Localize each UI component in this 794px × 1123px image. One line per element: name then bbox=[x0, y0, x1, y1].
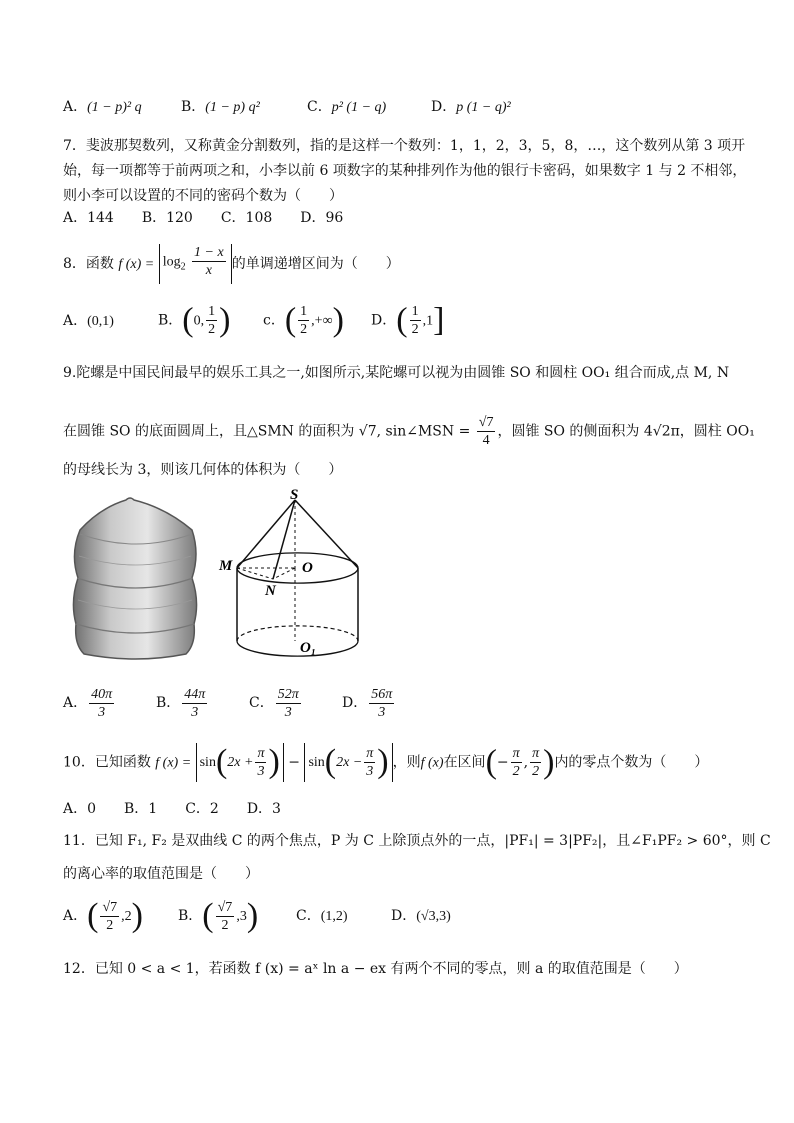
q9-option-c: C． $\frac{52\pi}{3}$ bbox=[249, 686, 299, 720]
q8-fraction: $\frac{1 - x}{x}$ bbox=[194, 245, 224, 278]
q11-option-b: B．( $\frac{√7}{2}$ ,3) bbox=[178, 897, 259, 934]
q6-option-b: B．(1 − p) q² bbox=[181, 99, 260, 115]
spinning-top-photo bbox=[66, 494, 206, 664]
label-m: M bbox=[219, 558, 233, 574]
q7-line-3: 则小李可以设置的不同的密码个数为（ ） bbox=[63, 188, 343, 204]
q9-option-a: A． $\frac{40\pi}{3}$ bbox=[63, 686, 113, 720]
q9-line-2: 在圆锥 SO 的底面圆周上，且△SMN 的面积为 √7, sin∠MSN = $\frac{√7}{4}$ ，圆锥 SO 的侧面积为 4√2π，圆柱 OO₁ bbox=[63, 415, 755, 448]
q10-abs-2: sin(2x − $\frac{\pi}{3}$ ) bbox=[304, 743, 392, 782]
q8-stem: 8．函数 f $(x) = \log_2$ $\frac{1 - x}{x}$ 的单调递增区间为（ ） bbox=[63, 244, 400, 284]
q9-option-b: B． $\frac{44\pi}{3}$ bbox=[156, 686, 206, 720]
q6-options bbox=[63, 97, 511, 118]
q9-line-3: 的母线长为 3，则该几何体的体积为（ ） bbox=[63, 462, 343, 478]
q8-option-c: c．( $\frac{1}{2}$ ,+∞) bbox=[263, 301, 344, 339]
q10-stem: 10．已知函数 f (x) = sin(2x + $\frac{\pi}{3}$ ) − sin(2x − $\frac{\pi}{3}$ ) ，则f (x)在区间(− $\frac{\pi}{2}$ , $\frac{\pi}{2}$ )内的零点个数为（ ） bbox=[63, 743, 709, 781]
q11-option-c: C．(1,2) bbox=[296, 908, 348, 924]
q7-options: A．144 B．120 C．108 D．96 bbox=[63, 210, 344, 226]
q10-options: A．0 B．1 C．2 D．3 bbox=[63, 801, 281, 817]
q12-line-1: 12．已知 0 < a < 1，若函数 f (x) = aˣ ln a − ex 有两个不同的零点，则 a 的取值范围是（ ） bbox=[63, 961, 688, 977]
q8-option-d: D．( $\frac{1}{2}$ ,1] bbox=[371, 301, 445, 339]
q8-option-a: A．(0,1) bbox=[63, 312, 114, 329]
q6-option-d: D．p (1 − q)² bbox=[431, 99, 511, 115]
q6-option-a: A．(1 − p)² q bbox=[63, 99, 142, 115]
label-n: N bbox=[265, 583, 276, 599]
q11-options bbox=[63, 897, 451, 936]
label-s: S bbox=[290, 487, 299, 503]
q9-line-1: 9.陀螺是中国民间最早的娱乐工具之一,如图所示,某陀螺可以视为由圆锥 SO 和圆柱 OO₁ 组合而成,点 M, N bbox=[63, 365, 730, 381]
q11-line-1: 11．已知 F₁, F₂ 是双曲线 C 的两个焦点，P 为 C 上除顶点外的一点，|PF₁| = 3|PF₂|，且∠F₁PF₂ > 60°，则 C bbox=[63, 833, 771, 849]
q9-option-d: D． $\frac{56\pi}{3}$ bbox=[342, 686, 393, 720]
q9-sin-fraction: $\frac{√7}{4}$ bbox=[478, 415, 494, 448]
q11-line-2: 的离心率的取值范围是（ ） bbox=[63, 866, 259, 882]
q11-option-a: A．( $\frac{√7}{2}$ ,2) bbox=[63, 897, 143, 934]
cone-cylinder-figure bbox=[218, 486, 368, 666]
label-o: O bbox=[302, 560, 313, 576]
q8-option-b: B．(0, $\frac{1}{2}$ ) bbox=[158, 301, 231, 339]
q6-option-c: C．p² (1 − q) bbox=[307, 99, 387, 115]
label-o1: O₁ bbox=[300, 640, 317, 656]
q8-options bbox=[63, 303, 444, 339]
q7-line-2: 始，每一项都等于前两项之和，小李以前 6 项数字的某种排列作为他的银行卡密码，如果数字 1 与 2 不相邻， bbox=[63, 163, 747, 179]
q10-abs-1: sin(2x + $\frac{\pi}{3}$ ) bbox=[196, 743, 284, 782]
q9-options bbox=[63, 683, 396, 723]
q11-option-d: D．(√3,3) bbox=[391, 908, 451, 924]
q8-abs-log: $\log_2$ $\frac{1 - x}{x}$ bbox=[159, 244, 232, 284]
q7-line-1: 7．斐波那契数列，又称黄金分割数列，指的是这样一个数列：1，1，2，3，5，8，…，这个数列从第 3 项开 bbox=[63, 138, 746, 154]
